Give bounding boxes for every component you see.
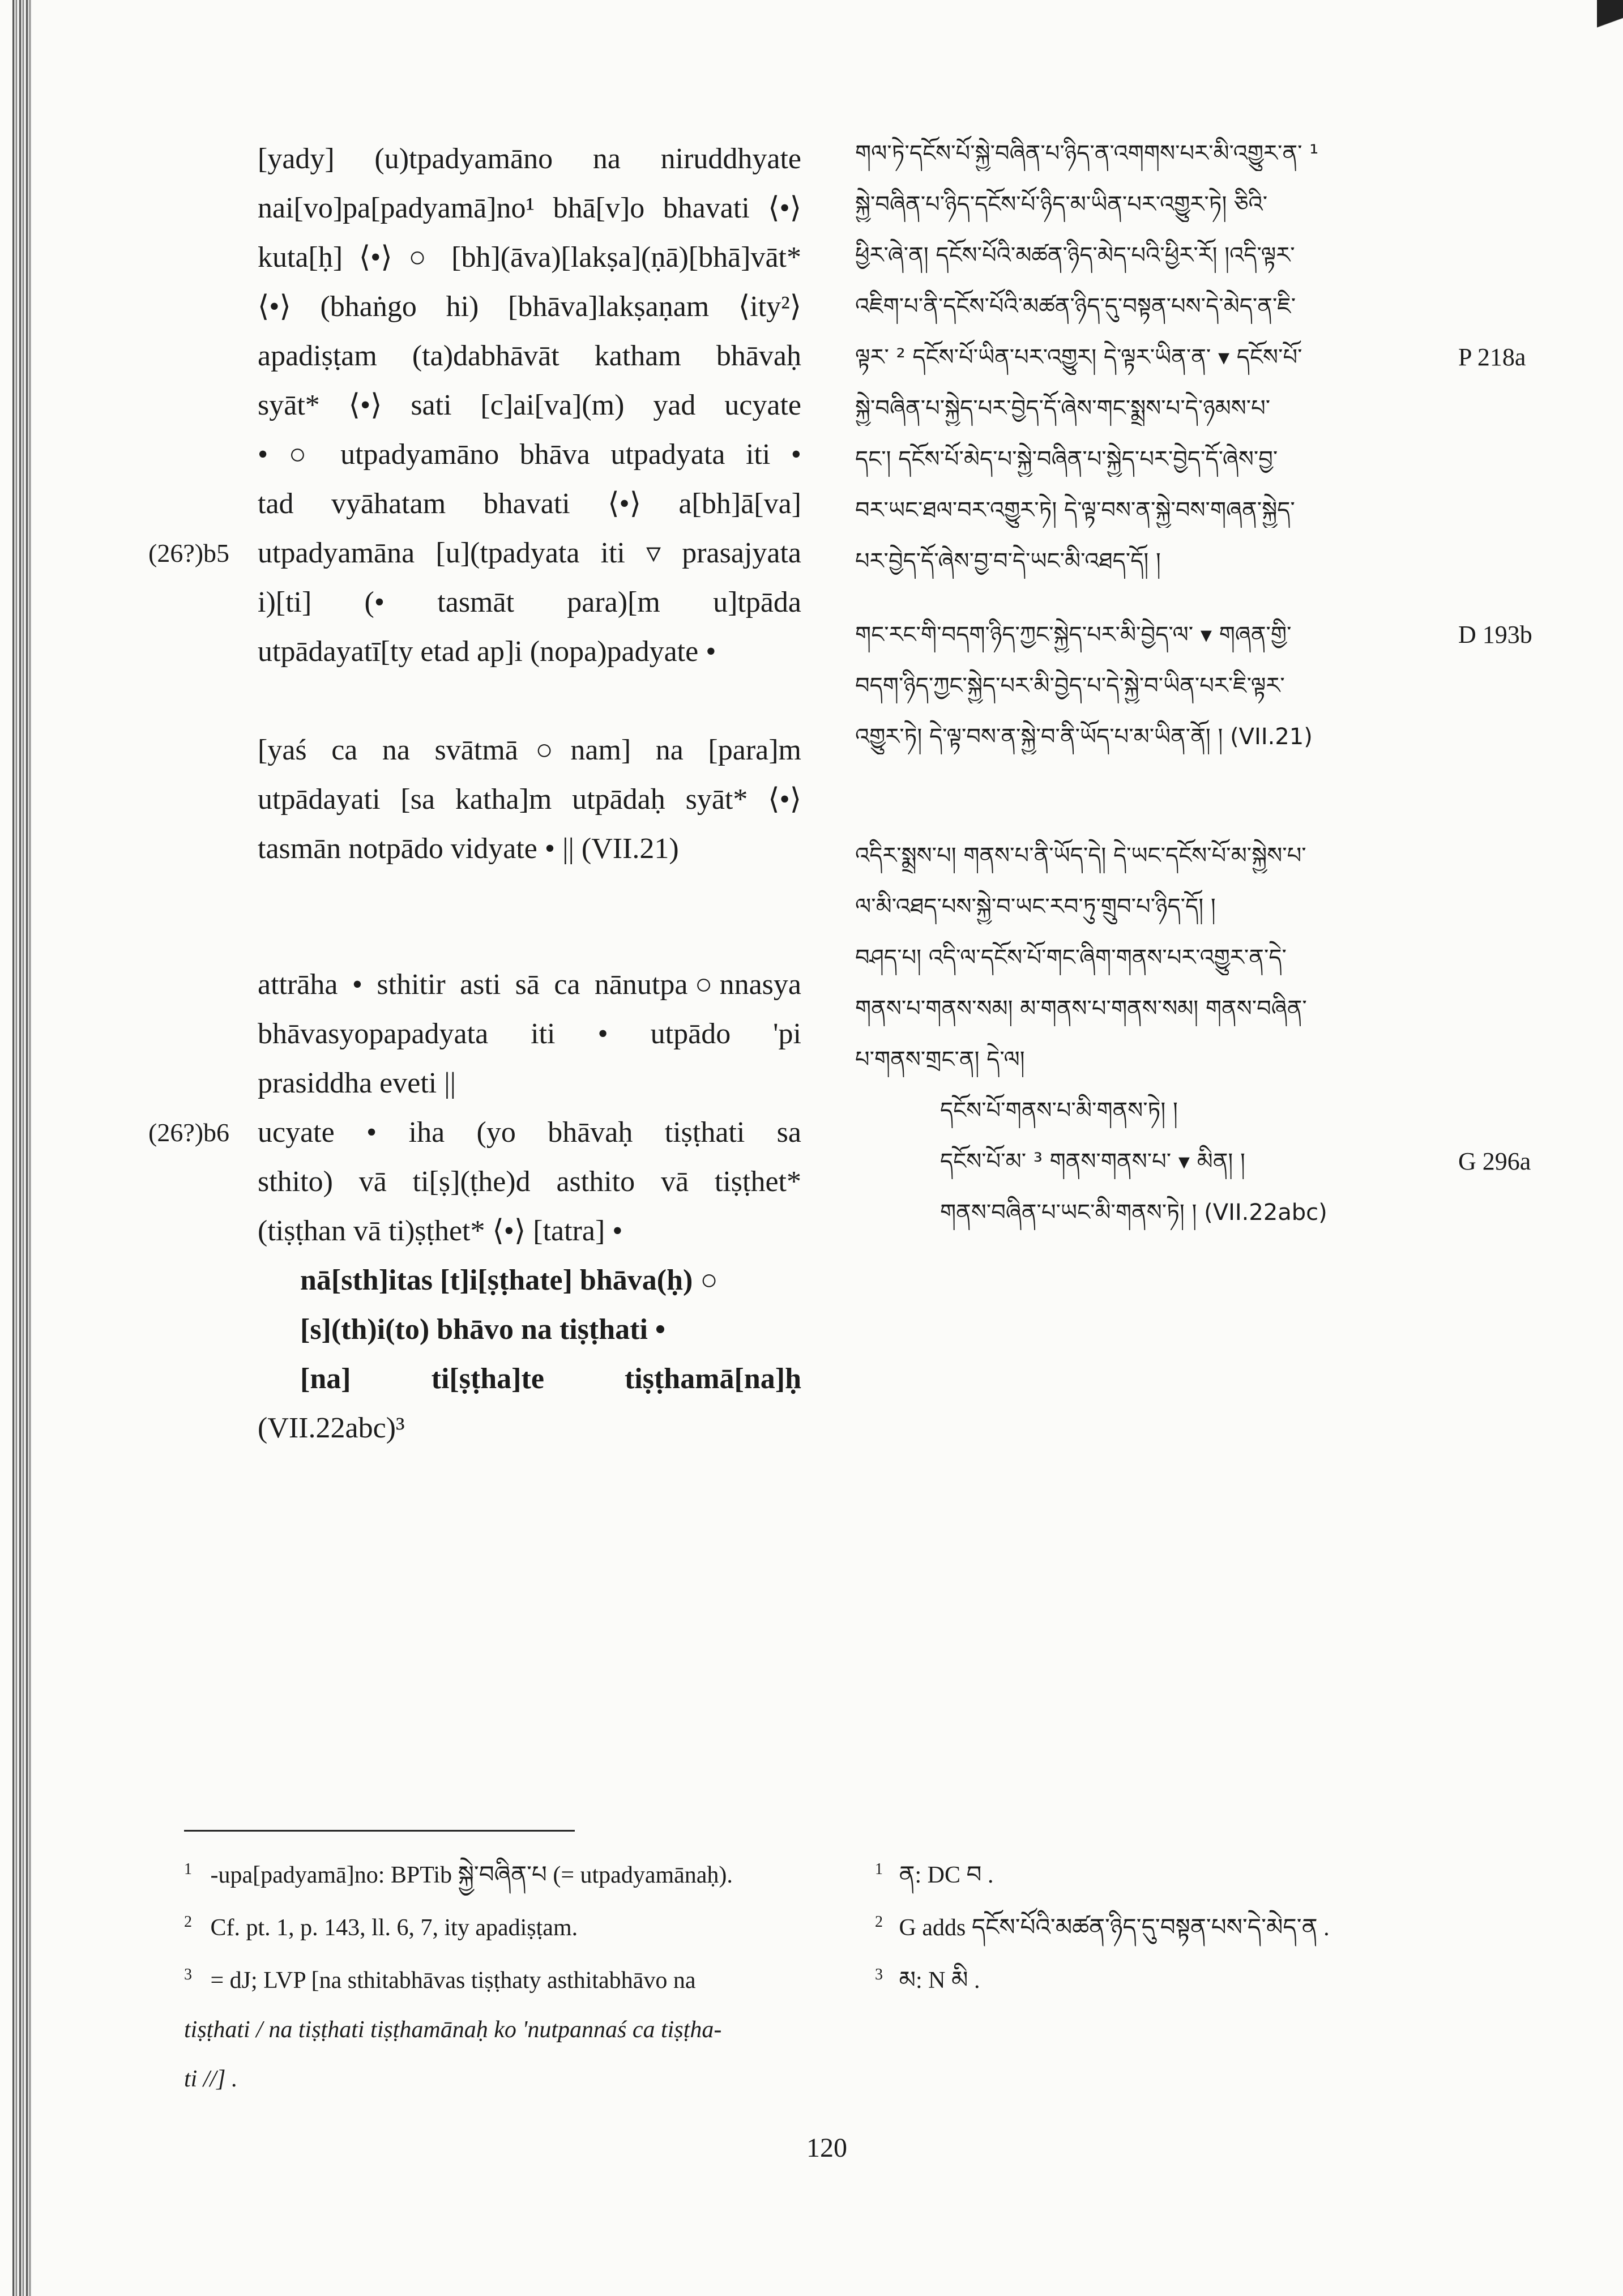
sanskrit-line: tad vyāhatam bhavati ⟨•⟩ a[bh]ā[va] (258, 488, 801, 520)
tibetan-line: འགྱུར་ཏེ། དེ་ལྟ་བས་ན་སྐྱེ་བ་ནི་ཡོད་པ་མ་ཡིན་ནོ། ། (VII.21) (855, 724, 1313, 750)
tibetan-line: ཕྱིར་ཞེ་ན། དངོས་པོའི་མཚན་ཉིད་མེད་པའི་ཕྱིར་རོ། །འདི་ལྟར་ (855, 242, 1295, 268)
sanskrit-line: i)[ti] (• tasmāt para)[m u]tpāda (258, 586, 801, 618)
manuscript-folio-sigil: (26?)b5 (148, 539, 230, 567)
footnote-text: ན: DC བ . (899, 1862, 994, 1888)
sanskrit-line: sthito) vā ti[ṣ](ṭhe)d asthito vā tiṣṭhet* (258, 1166, 801, 1198)
sanskrit-line: utpādayati [sa katha]m utpādaḥ syāt* ⟨•⟩ (258, 783, 801, 816)
footnote (184, 1859, 733, 1892)
page-number: 120 (806, 2133, 847, 2163)
sanskrit-line: [yady] (u)tpadyamāno na niruddhyate (258, 143, 801, 175)
tibetan-line: ལྟར་ ² དངོས་པོ་ཡིན་པར་འགྱུར། དེ་ལྟར་ཡིན་ན་ ▾ དངོས་པོ་ (855, 344, 1302, 370)
golden-folio-ref: G 296a (1458, 1147, 1531, 1175)
verse-line: [na] ti[ṣṭha]te tiṣṭhamā[na]ḥ (300, 1363, 801, 1395)
footnote (875, 1964, 980, 1997)
footnote-number: 1 (184, 1860, 192, 1878)
footnote (875, 1859, 993, 1892)
footnote (184, 1964, 695, 1997)
footnote-text: -upa[padyamā]no: BPTib སྐྱེ་བཞིན་པ (= utpadyamānaḥ). (210, 1862, 733, 1888)
footnote-text: G adds དངོས་པོའི་མཚན་ཉིད་དུ་བསྟན་པས་དེ་མེད་ན . (899, 1915, 1330, 1941)
tibetan-line: སྐྱེ་བཞིན་པ་ཉིད་དངོས་པོ་ཉིད་མ་ཡིན་པར་འགྱུར་ཏེ། ཅིའི་ (855, 191, 1268, 217)
tibetan-verse-line: གནས་བཞིན་པ་ཡང་མི་གནས་ཏེ། ། (VII.22abc) (940, 1200, 1327, 1226)
tibetan-line: སྐྱེ་བཞིན་པ་སྐྱེད་པར་བྱེད་དོ་ཞེས་གང་སྨྲས་པ་དེ་ཉམས་པ་ (855, 395, 1271, 421)
sanskrit-line: syāt* ⟨•⟩ sati [c]ai[va](m) yad ucyate (258, 389, 801, 421)
sanskrit-line: kuta[ḥ] ⟨•⟩ ○ [bh](āva)[lakṣa](ṇā)[bhā]vāt* (258, 241, 801, 274)
scan-corner-shadow (1597, 0, 1623, 68)
footnote-continuation: tiṣṭhati / na tiṣṭhati tiṣṭhamānaḥ ko 'nutpannaś ca tiṣṭha- (184, 2017, 722, 2043)
sanskrit-line: attrāha • sthitir asti sā ca nānutpa○nnasya (258, 968, 801, 1001)
sanskrit-line: ucyate • iha (yo bhāvaḥ tiṣṭhati sa (258, 1116, 801, 1149)
tibetan-line: འདིར་སྨྲས་པ། གནས་པ་ནི་ཡོད་དེ། དེ་ཡང་དངོས་པོ་མ་སྐྱེས་པ་ (855, 843, 1306, 869)
sanskrit-line: bhāvasyopapadyata iti • utpādo 'pi (258, 1018, 801, 1050)
tibetan-line: གལ་ཏེ་དངོས་པོ་སྐྱེ་བཞིན་པ་ཉིད་ན་འགགས་པར་མི་འགྱུར་ན་ ¹ (855, 140, 1319, 167)
tibetan-line: བཤད་པ། འདི་ལ་དངོས་པོ་གང་ཞིག་གནས་པར་འགྱུར་ན་དེ་ (855, 945, 1287, 971)
peking-folio-ref: P 218a (1458, 343, 1526, 371)
footnote-text: མ: N མི . (899, 1968, 980, 1994)
footnote-number: 2 (184, 1913, 192, 1931)
footnote-number: 3 (875, 1966, 883, 1983)
sanskrit-line: tasmān notpādo vidyate • || (VII.21) (258, 833, 679, 865)
footnote-number: 2 (875, 1913, 883, 1931)
sanskrit-line: apadiṣṭam (ta)dabhāvāt katham bhāvaḥ (258, 340, 801, 372)
sanskrit-line: (tiṣṭhan vā ti)ṣṭhet* ⟨•⟩ [tatra] • (258, 1215, 623, 1247)
tibetan-line: བར་ཡང་ཐལ་བར་འགྱུར་ཏེ། དེ་ལྟ་བས་ན་སྐྱེ་བས་གཞན་སྐྱེད་ (855, 497, 1295, 523)
scan-binding-edge (12, 0, 32, 2296)
footnote (875, 1911, 1330, 1944)
verse-reference: (VII.22abc)³ (258, 1412, 405, 1444)
manuscript-folio-sigil: (26?)b6 (148, 1118, 230, 1147)
sanskrit-line: utpadyamāna [u](tpadyata iti ▿ prasajyata (258, 537, 801, 569)
tibetan-line: ལ་མི་འཐད་པས་སྐྱེ་བ་ཡང་རབ་ཏུ་གྲུབ་པ་ཉིད་དོ། ། (855, 894, 1216, 920)
tibetan-line: བདག་ཉིད་ཀྱང་སྐྱེད་པར་མི་བྱེད་པ་དེ་སྐྱེ་བ་ཡིན་པར་ཇི་ལྟར་ (855, 673, 1285, 699)
tibetan-line: གནས་པ་གནས་སམ། མ་གནས་པ་གནས་སམ། གནས་བཞིན་ (855, 996, 1307, 1022)
sanskrit-line: ⟨•⟩ (bhaṅgo hi) [bhāva]lakṣaṇam ⟨ity²⟩ (258, 291, 801, 323)
sanskrit-line: prasiddha eveti || (258, 1067, 456, 1099)
sanskrit-line: utpādayatī[ty etad ap]i (nopa)padyate • (258, 635, 716, 668)
footnote-text: Cf. pt. 1, p. 143, ll. 6, 7, ity apadiṣṭam. (210, 1915, 578, 1941)
verse-line: [s](th)i(to) bhāvo na tiṣṭhati • (300, 1313, 666, 1346)
footnote-number: 1 (875, 1860, 883, 1878)
footnote-continuation: ti //] . (184, 2066, 238, 2092)
tibetan-verse-line: དངོས་པོ་གནས་པ་མི་གནས་ཏེ། ། (940, 1098, 1178, 1124)
sanskrit-line: [yaś ca na svātmā○nam] na [para]m (258, 734, 801, 766)
derge-folio-ref: D 193b (1458, 621, 1532, 648)
tibetan-line: དང་། དངོས་པོ་མེད་པ་སྐྱེ་བཞིན་པ་སྐྱེད་པར་བྱེད་དོ་ཞེས་བྱ་ (855, 446, 1278, 472)
verse-line: nā[sth]itas [t]i[ṣṭhate] bhāva(ḥ) ○ (300, 1264, 718, 1296)
tibetan-line: གང་རང་གི་བདག་ཉིད་ཀྱང་སྐྱེད་པར་མི་བྱེད་ལ་ ▾ གཞན་གྱི་ (855, 622, 1292, 648)
sanskrit-line: • ○ utpadyamāno bhāva utpadyata iti • (258, 438, 801, 471)
tibetan-line: པ་གནས་གྲང་ན། དེ་ལ། (855, 1047, 1025, 1073)
footnote (184, 1911, 578, 1944)
footnote-text: = dJ; LVP [na sthitabhāvas tiṣṭhaty asthitabhāvo na (210, 1968, 696, 1994)
footnote-rule (184, 1830, 575, 1832)
sanskrit-line: nai[vo]pa[padyamā]no¹ bhā[v]o bhavati ⟨•⟩ (258, 192, 801, 224)
tibetan-line: པར་བྱེད་དོ་ཞེས་བྱ་བ་དེ་ཡང་མི་འཐད་དོ། ། (855, 548, 1161, 574)
tibetan-line: འཇིག་པ་ནི་དངོས་པོའི་མཚན་ཉིད་དུ་བསྟན་པས་དེ་མེད་ན་ཇི་ (855, 293, 1296, 319)
tibetan-verse-line: དངོས་པོ་མ་ ³ གནས་གནས་པ་ ▾ མིན། ། (940, 1149, 1245, 1175)
footnote-number: 3 (184, 1966, 192, 1983)
